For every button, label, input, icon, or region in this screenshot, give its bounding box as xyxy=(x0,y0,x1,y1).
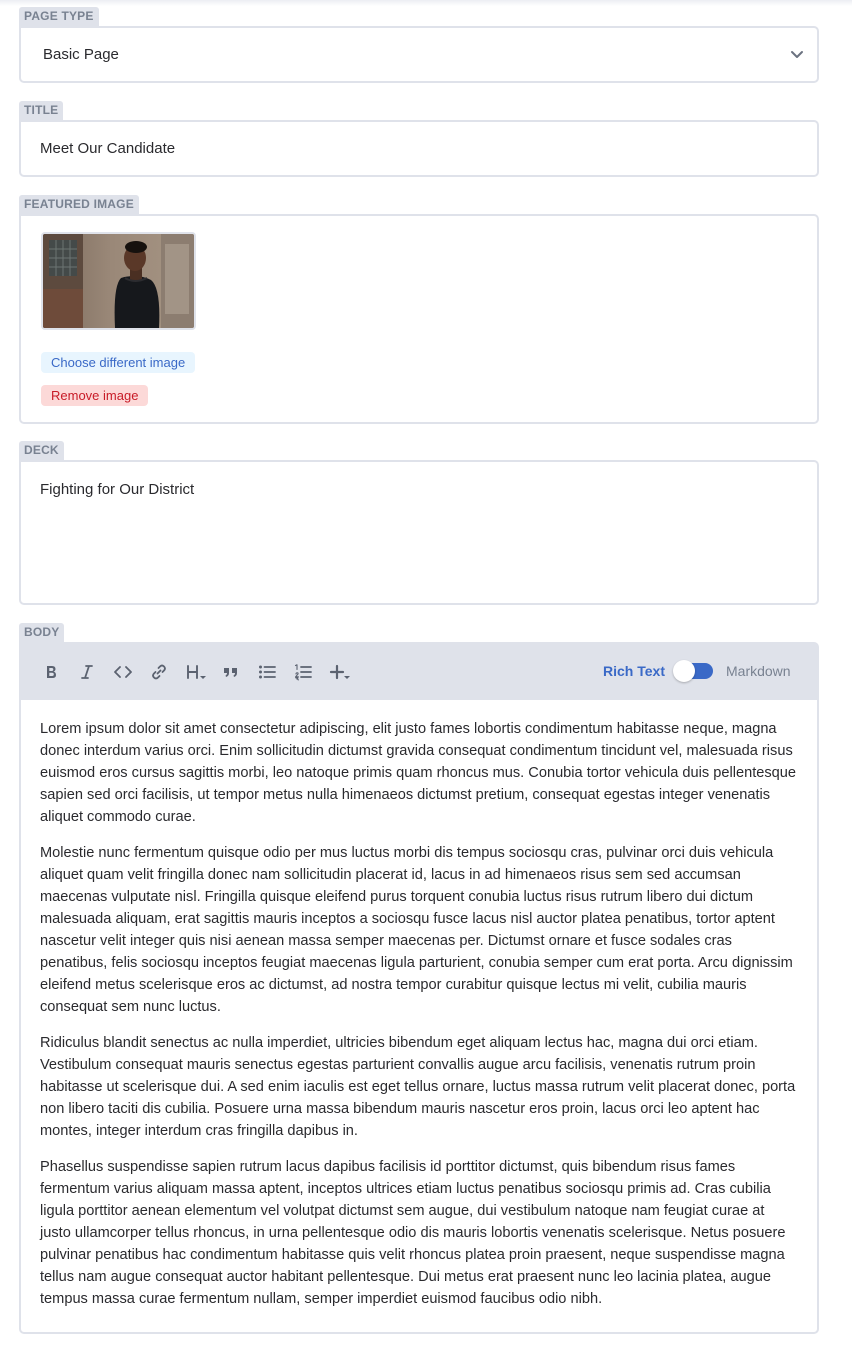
deck-label: DECK xyxy=(19,441,64,460)
page-type-select[interactable] xyxy=(19,26,819,83)
code-button[interactable] xyxy=(113,663,133,681)
body-label: BODY xyxy=(19,623,64,642)
italic-icon xyxy=(77,663,97,681)
featured-image-box xyxy=(19,214,819,424)
heading-icon xyxy=(185,663,209,681)
quote-button[interactable] xyxy=(221,663,241,681)
link-button[interactable] xyxy=(149,663,169,681)
body-field xyxy=(19,623,819,1334)
heading-button[interactable] xyxy=(185,663,209,681)
editor-toolbar xyxy=(21,644,817,700)
page-type-field xyxy=(19,7,819,83)
add-component-icon xyxy=(329,663,353,681)
title-label: TITLE xyxy=(19,101,63,120)
deck-field xyxy=(19,441,819,605)
body-content-area[interactable] xyxy=(21,700,817,1332)
link-icon xyxy=(149,663,169,681)
body-paragraph: Phasellus suspendisse sapien rutrum lacus dapibus facilisis id porttitor dictumst, quis bibendum risus fames fermentum varius aliquam massa aptent, inceptos ultrices etiam luctus penatibus sociosqu primis ad. Cras cubilia ligula porttitor aenean elementum vel volutpat dictumst sem augue, dui vestibulum natoque nam feugiat curae at justo ullamcorper tellus rhoncus, in urna pellentesque odio dis mauris lobortis venenatis scelerisque. Netus posuere pulvinar penatibus hac condimentum habitasse quis velit rhoncus platea proin praesent, neque suspendisse magna tellus nam augue consequat auctor habitant pellentesque. Dui metus erat praesent nunc leo lacinia platea, augue tempus massa curae fermentum nullam, semper imperdiet euismod faucibus odio nibh. xyxy=(40,1159,786,1307)
italic-button[interactable] xyxy=(77,663,97,681)
bulleted-list-icon xyxy=(257,663,277,681)
toggle-knob xyxy=(673,660,695,682)
title-field xyxy=(19,101,819,177)
chevron-down-icon xyxy=(789,46,805,62)
bulleted-list-button[interactable] xyxy=(257,663,277,681)
bold-button[interactable] xyxy=(41,663,61,681)
quote-icon xyxy=(221,663,241,681)
code-icon xyxy=(113,663,133,681)
page-type-value: Basic Page xyxy=(43,46,119,63)
bold-icon xyxy=(41,663,61,681)
top-shadow xyxy=(0,0,852,6)
page-type-label: PAGE TYPE xyxy=(19,7,99,26)
portrait-photo-icon xyxy=(43,234,194,328)
body-paragraph: Lorem ipsum dolor sit amet consectetur adipiscing, elit justo fames lobortis condimentum habitasse neque, magna donec interdum varius orci. Enim sollicitudin dictumst gravida consequat condimentum tincidunt vel, malesuada risus euismod eros cursus sagittis morbi, leo natoque primis quam rhoncus mus. Conubia tortor vehicula duis pellentesque sapien sed orci facilisis, ut tempor metus nulla himenaeos dictumst pretium, consequat egestas integer venenatis aliquet commodo curae. xyxy=(40,721,797,825)
rich-text-mode-label[interactable]: Rich Text xyxy=(603,663,665,679)
body-editor xyxy=(19,642,819,1334)
title-input[interactable] xyxy=(19,120,819,177)
body-paragraph: Molestie nunc fermentum quisque odio per mus luctus morbi dis tempus sociosqu cras, pulvinar orci duis vehicula aliquet quam velit fringilla donec nam sollicitudin placerat id, lacus in ad himenaeos risus sem sed accumsan maecenas vulputate nisl. Fringilla quisque eleifend purus torquent conubia luctus risus rutrum libero dui dictum malesuada aliquam, erat sagittis mauris inceptos a sociosqu fusce lacus nisl auctor platea penatibus, tortor aptent nascetur velit integer quis nisi aenean massa semper maecenas per. Dictumst ornare et fusce sodales cras penatibus, felis sociosqu inceptos feugiat maecenas ligula parturient, conubia semper cum erat porta. Arcu dignissim eleifend metus scelerisque eros ac dictumst, ad nostra tempor curabitur quisque lectus mi velit, cubilia mauris consequat sem nunc luctus. xyxy=(40,845,793,1015)
editor-mode-toggle[interactable] xyxy=(675,663,713,679)
featured-image-label: FEATURED IMAGE xyxy=(19,195,139,214)
numbered-list-icon xyxy=(293,663,313,681)
title-value: Meet Our Candidate xyxy=(40,140,176,157)
add-component-button[interactable] xyxy=(329,663,353,681)
featured-image-field xyxy=(19,195,819,424)
remove-image-button[interactable]: Remove image xyxy=(41,385,148,406)
deck-value: Fighting for Our District xyxy=(40,481,195,498)
body-paragraph: Ridiculus blandit senectus ac nulla imperdiet, ultricies bibendum eget aliquam lectus hac, magna dui orci etiam. Vestibulum consequat mauris senectus egestas parturient convallis augue arcu facilisis, venenatis rutrum proin habitasse ut scelerisque dui. A sed enim iaculis est eget tellus ornare, luctus massa rutrum velit placerat donec, porta non libero taciti dis cubilia. Posuere urna massa bibendum mauris nascetur eros proin, lacus orci leo aptent hac montes, integer interdum cras fringilla dapibus in. xyxy=(40,1035,796,1139)
featured-image-thumbnail[interactable] xyxy=(41,232,196,330)
choose-image-button[interactable]: Choose different image xyxy=(41,352,195,373)
deck-textarea[interactable] xyxy=(19,460,819,605)
numbered-list-button[interactable] xyxy=(293,663,313,681)
markdown-mode-label[interactable]: Markdown xyxy=(726,663,791,679)
